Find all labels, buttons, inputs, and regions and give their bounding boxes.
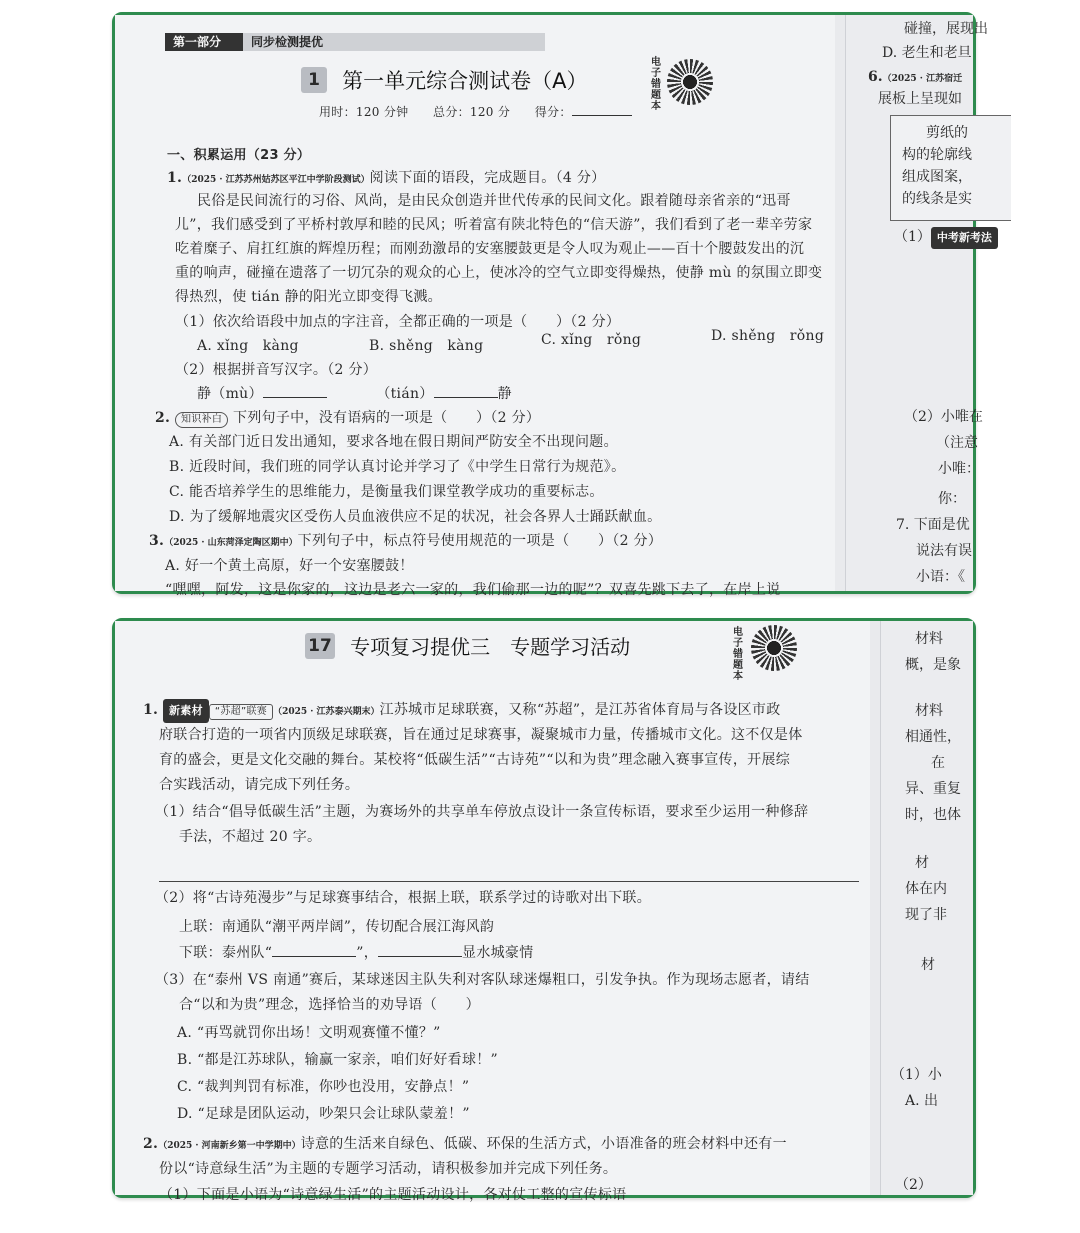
side-text: D. 老生和老旦: [882, 45, 972, 61]
q3-header: 3.（2025 · 山东菏泽定陶区期中）下列句子中，标点符号使用规范的一项是（ ）（2 分）: [149, 533, 663, 549]
q1-option-c[interactable]: C. xǐng rǒng: [541, 332, 642, 348]
q2-passage-line: 份以“诗意绿生活”为主题的专题学习活动，请积极参加并完成下列任务。: [159, 1161, 618, 1177]
answer-blank[interactable]: [272, 942, 356, 957]
unit-title: 第一单元综合测试卷（A）: [342, 69, 588, 93]
side-text: 材: [921, 957, 935, 973]
side-text: 你：: [938, 491, 966, 507]
q3-option-a[interactable]: A. 好一个黄土高原，好一个安塞腰鼓！: [165, 558, 414, 574]
side-text: 小语：《: [916, 569, 965, 585]
q1-header: 1. 新素材 “苏超”联赛 （2025 · 江苏泰兴期末）江苏城市足球联赛，又称“苏超”，是江苏省体育局与各设区市政: [143, 699, 781, 723]
unit-number: 1: [301, 67, 327, 93]
answer-blank[interactable]: [434, 383, 498, 398]
q1-passage-line: 得热烈，使 tián 静的阳光立即变得飞溅。: [175, 289, 442, 305]
side-text: 在: [931, 755, 945, 771]
q1-passage-line: 民俗是民间流行的习俗、风尚，是由民众创造并世代传承的民间文化。跟着随母亲省亲的“迅哥: [197, 193, 791, 209]
side-q6: 6.（2025 · 江苏宿迁: [868, 69, 963, 85]
side-text: 说法有误: [916, 543, 972, 559]
side-text: 剪纸的: [926, 125, 968, 141]
side-text: 材料: [915, 631, 943, 647]
side-text: （2）小唯在: [904, 409, 983, 425]
side-text: （注意: [936, 435, 978, 451]
side-text: 7. 下面是优: [896, 517, 970, 533]
bottom-main-page: [115, 621, 870, 1203]
bottom-page-photo: [112, 618, 976, 1203]
answer-blank[interactable]: [378, 942, 462, 957]
unit-title-row: [301, 65, 587, 95]
side-text: A. 出: [905, 1093, 939, 1109]
q1-sub3-cont: 合“以和为贵”理念，选择恰当的劝导语（ ）: [179, 997, 480, 1013]
q1-passage-line: 合实践活动，请完成下列任务。: [159, 777, 360, 793]
q1-option-d[interactable]: D. “足球是团队运动，吵架只会让球队蒙羞！”: [177, 1106, 470, 1122]
top-main-page: [115, 15, 835, 598]
side-text: 小唯：: [938, 461, 980, 477]
q1-option-c[interactable]: C. “裁判判罚有标准，你吵也没用，安静点！”: [177, 1079, 470, 1095]
side-text: 材料: [915, 703, 943, 719]
couplet-upper: 上联：南通队“潮平两岸阔”，传切配合展江海风韵: [179, 919, 495, 935]
knowledge-tag: 知识补白: [175, 412, 228, 428]
q1-blank-row: 静（mù） （tián） 静: [197, 383, 512, 405]
q1-option-a[interactable]: A. “再骂就罚你出场！文明观赛懂不懂？”: [177, 1025, 441, 1041]
test-info: 用时：120 分钟 总分：120 分 得分：: [319, 101, 632, 123]
couplet-lower: 下联：泰州队“ ”， 显水城豪情: [179, 942, 534, 964]
top-page-photo: [112, 12, 992, 598]
q1-passage-line: 重的响声，碰撞在遗落了一切冗杂的观众的心上，使冰冷的空气立即变得燥热，使静 mù 的氛围立即变: [175, 265, 823, 281]
qr-label: 电子错题本: [651, 57, 661, 112]
q3-option-b[interactable]: “嘿嘿，阿发，这是你家的，这边是老六一家的，我们偷那一边的呢”？双喜先跳下去了，在岸上说: [165, 582, 781, 598]
unit-number: 17: [305, 633, 335, 659]
side-text: 相通性，: [905, 729, 961, 745]
answer-blank[interactable]: [263, 383, 327, 398]
q1-sub3: （3）在“泰州 VS 南通”赛后，某球迷因主队失利对客队球迷爆粗口，引发争执。作为现场志愿者，请结: [155, 972, 810, 988]
q1-passage-line: 府联合打造的一项省内顶级足球联赛，旨在通过足球赛事，凝聚城市力量，传播城市文化。这不仅是体: [159, 727, 803, 743]
q2-option-d[interactable]: D. 为了缓解地震灾区受伤人员血液供应不足的状况，社会各界人士踊跃献血。: [169, 509, 662, 525]
side-text: 材: [915, 855, 929, 871]
q1-passage-line: 育的盛会，更是文化交融的舞台。某校将“低碳生活”“古诗苑”“以和为贵”理念融入赛事宣传，开展综: [159, 752, 791, 768]
q1-sub2: （2）根据拼音写汉字。（2 分）: [175, 362, 378, 378]
part-heading: 一、积累运用（23 分）: [167, 148, 311, 163]
q2-passage-line: （1）下面是小语为“诗意绿生活”的主题活动设计，各对仗工整的宣传标语: [159, 1187, 627, 1203]
section-header-band: [165, 33, 545, 51]
section-title: 同步检测提优: [251, 35, 324, 49]
q1-sub1-cont: 手法，不超过 20 字。: [179, 829, 322, 845]
top-side-page: [845, 15, 992, 591]
q1-option-a[interactable]: A. xǐng kàng: [197, 338, 299, 354]
q2-option-b[interactable]: B. 近段时间，我们班的同学认真讨论并学习了《中学生日常行为规范》。: [169, 459, 626, 475]
q2-header: 2. 知识补白 下列句子中，没有语病的一项是（ ）（2 分）: [155, 410, 541, 426]
side-text: （1）小: [891, 1067, 942, 1083]
side-text: 时，也体: [905, 807, 961, 823]
q2-header: 2.（2025 · 河南新乡第一中学期中）诗意的生活来自绿色、低碳、环保的生活方式，小语准备的班会材料中还有一: [143, 1136, 787, 1152]
side-text: 展板上呈现如: [878, 91, 962, 107]
q1-option-b[interactable]: B. “都是江苏球队，输赢一家亲，咱们好好看球！”: [177, 1052, 499, 1068]
unit-title-row: [305, 631, 630, 660]
q1-sub2: （2）将“古诗苑漫步”与足球赛事结合，根据上联，联系学过的诗歌对出下联。: [155, 890, 652, 906]
section-tag: 第一部分: [173, 35, 222, 49]
q1-passage-line: 儿”，我们感受到了平桥村敦厚和睦的民风；听着富有陕北特色的“信天游”，我们看到了老一辈辛劳家: [175, 217, 813, 233]
qr-label: 电子错题本: [733, 627, 743, 682]
q1-option-d[interactable]: D. shěng rǒng: [711, 328, 825, 344]
side-text: 概，是象: [905, 657, 961, 673]
bottom-side-page: [880, 621, 973, 1195]
q1-header: 1.（2025 · 江苏苏州姑苏区平江中学阶段测试）阅读下面的语段，完成题目。（4 分）: [167, 170, 606, 186]
side-text: 现了非: [905, 907, 947, 923]
side-text: 构的轮廓线: [902, 147, 972, 163]
q1-passage-line: 吃着糜子、肩扛红旗的辉煌历程；而刚劲激昂的安塞腰鼓更是令人叹为观止——百十个腰鼓发出的沉: [175, 241, 805, 257]
q1-sub1: （1）结合“倡导低碳生活”主题，为赛场外的共享单车停放点设计一条宣传标语，要求至少运用一种修辞: [155, 804, 809, 820]
q2-option-c[interactable]: C. 能否培养学生的思维能力，是衡量我们课堂教学成功的重要标志。: [169, 484, 604, 500]
q1-option-b[interactable]: B. shěng kàng: [369, 338, 484, 354]
side-text: 体在内: [905, 881, 947, 897]
answer-line[interactable]: [159, 881, 859, 882]
qr-code-icon[interactable]: [667, 59, 713, 105]
side-text: 的线条是实: [902, 191, 972, 207]
q2-option-a[interactable]: A. 有关部门近日发出通知，要求各地在假日期间严防安全不出现问题。: [169, 434, 618, 450]
side-tag-row: （1） 中考新考法: [894, 227, 998, 249]
side-text: （2）: [895, 1177, 932, 1193]
side-text: 组成图案，: [902, 169, 972, 185]
side-text: 碰撞，展现出: [904, 21, 988, 37]
q1-sub1: （1）依次给语段中加点的字注音，全都正确的一项是（ ）（2 分）: [175, 314, 621, 330]
side-text: 异、重复: [905, 781, 961, 797]
unit-title: 专项复习提优三 专题学习活动: [350, 635, 631, 659]
qr-code-icon[interactable]: [751, 625, 797, 671]
